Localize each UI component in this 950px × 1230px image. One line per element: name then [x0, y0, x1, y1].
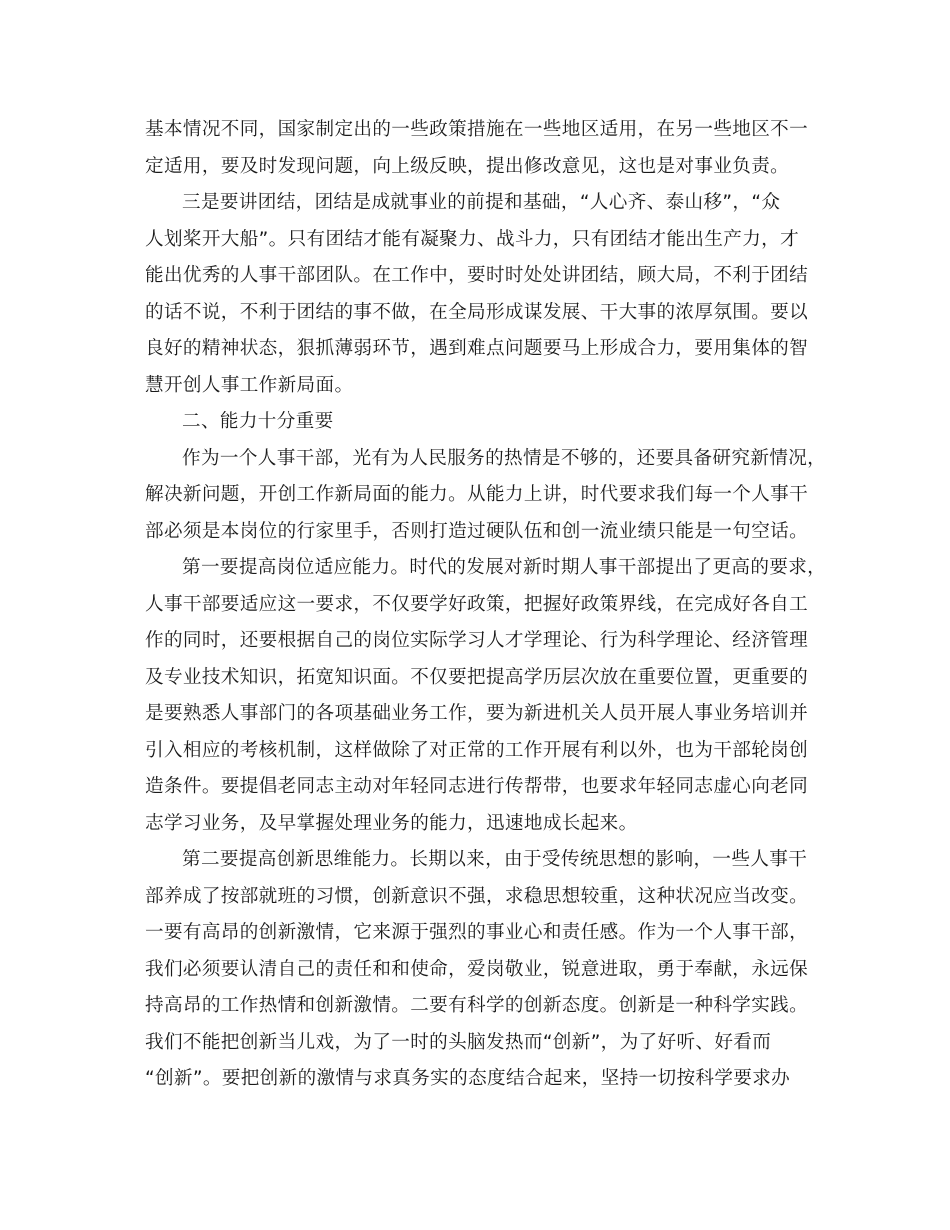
text-line: “创新”。要把创新的激情与求真务实的态度结合起来，坚持一切按科学要求办: [145, 1068, 791, 1089]
paragraph-first-line: 第二要提高创新思维能力。长期以来，由于受传统思想的影响，一些人事干: [182, 849, 808, 870]
text-line: 的话不说，不利于团结的事不做，在全局形成谋发展、干大事的浓厚氛围。要以: [145, 302, 809, 323]
text-line: 部必须是本岗位的行家里手，否则打造过硬队伍和创一流业绩只能是一句空话。: [145, 521, 809, 542]
text-line: 一要有高昂的创新激情，它来源于强烈的事业心和责任感。作为一个人事干部，: [145, 922, 809, 943]
text-line: 良好的精神状态，狠抓薄弱环节，遇到难点问题要马上形成合力，要用集体的智: [145, 338, 809, 359]
text-line: 定适用，要及时发现问题，向上级反映，提出修改意见，这也是对事业负责。: [145, 156, 790, 177]
text-line: 我们必须要认清自己的责任和和使命，爱岗敬业，锐意进取，勇于奉献，永远保: [145, 959, 809, 980]
paragraph-first-line: 作为一个人事干部，光有为人民服务的热情是不够的，还要具备研究新情况，: [182, 448, 827, 469]
text-line: 是要熟悉人事部门的各项基础业务工作，要为新进机关人员开展人事业务培训并: [145, 703, 809, 724]
text-line: 持高昂的工作热情和创新激情。二要有科学的创新态度。创新是一种科学实践。: [145, 995, 809, 1016]
text-line: 解决新问题，开创工作新局面的能力。从能力上讲，时代要求我们每一个人事干: [145, 484, 809, 505]
text-line: 部养成了按部就班的习惯，创新意识不强，求稳思想较重，这种状况应当改变。: [145, 886, 809, 907]
text-line: 能出优秀的人事干部团队。在工作中，要时时处处讲团结，顾大局，不利于团结: [145, 265, 809, 286]
text-line: 人划桨开大船”。只有团结才能有凝聚力、战斗力，只有团结才能出生产力，才: [145, 229, 800, 250]
paragraph-first-line: 第一要提高岗位适应能力。时代的发展对新时期人事干部提出了更高的要求，: [182, 557, 827, 578]
text-line: 引入相应的考核机制，这样做除了对正常的工作开展有利以外，也为干部轮岗创: [145, 740, 809, 761]
text-line: 人事干部要适应这一要求，不仅要学好政策，把握好政策界线，在完成好各自工: [145, 594, 809, 615]
text-line: 志学习业务，及早掌握处理业务的能力，迅速地成长起来。: [145, 813, 638, 834]
paragraph-first-line: 三是要讲团结，团结是成就事业的前提和基础，“人心齐、泰山移”，“众: [182, 192, 781, 213]
text-line: 造条件。要提倡老同志主动对年轻同志进行传帮带，也要求年轻同志虚心向老同: [145, 776, 809, 797]
text-line: 慧开创人事工作新局面。: [145, 375, 354, 396]
text-line: 我们不能把创新当儿戏，为了一时的头脑发热而“创新”，为了好听、好看而: [145, 1032, 772, 1053]
text-line: 基本情况不同，国家制定出的一些政策措施在一些地区适用，在另一些地区不一: [145, 119, 809, 140]
text-line: 及专业技术知识，拓宽知识面。不仅要把提高学历层次放在重要位置，更重要的: [145, 667, 809, 688]
text-line: 作的同时，还要根据自己的岗位实际学习人才学理论、行为科学理论、经济管理: [145, 630, 809, 651]
section-heading: 二、能力十分重要: [182, 411, 334, 432]
